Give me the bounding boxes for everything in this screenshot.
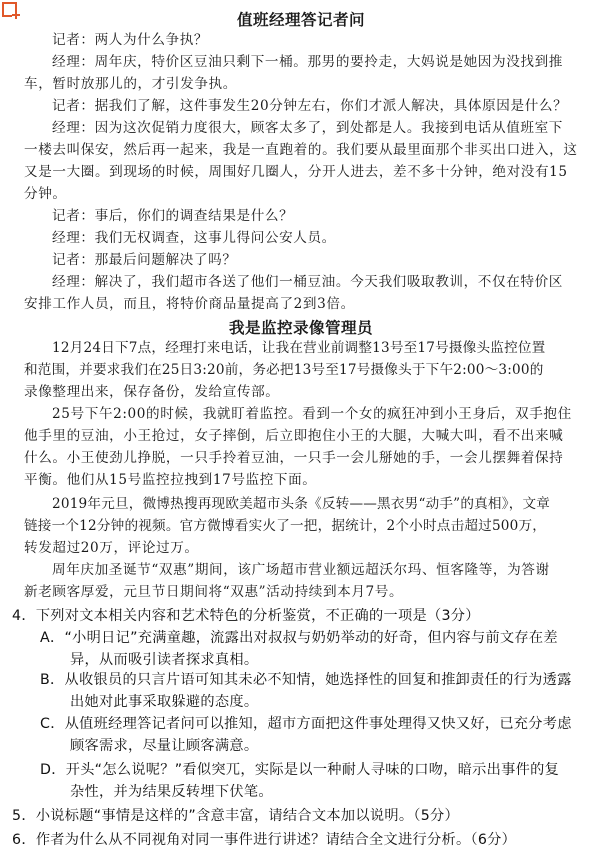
option-b-line: B．从收银员的只言片语可知其未必不知情，她选择性的回复和推卸责任的行为透露 [40, 672, 572, 688]
paragraph-line: 经理：解决了，我们超市各送了他们一桶豆油。今天我们吸取教训，不仅在特价区 [52, 274, 563, 290]
paragraph-line: 一楼去叫保安，然后再一起来，我是一直跑着的。我们要从最里面那个非买出口进入，这 [24, 142, 578, 158]
option-a-line: A．“小明日记”充满童趣，流露出对叔叔与奶奶举动的好奇，但内容与前文存在差 [40, 630, 558, 646]
paragraph-line: 经理：因为这次促销力度很大，顾客太多了，到处都是人。我接到电话从值班室下 [52, 120, 563, 136]
paragraph-line: 记者：两人为什么争执？ [52, 32, 209, 48]
paragraph-line: 周年庆加圣诞节“双惠”期间，该广场超市营业额远超沃尔玛、恒客隆等，为答谢 [52, 562, 550, 578]
paragraph-line: 他手里的豆油，小王抢过，女子摔倒，后立即抱住小王的大腿，大喊大叫，看不出来喊 [24, 428, 564, 444]
option-c-line: 顾客需求，尽量让顾客满意。 [70, 738, 259, 754]
section-title-monitor: 我是监控录像管理员 [228, 318, 373, 337]
option-c-line: C．从值班经理答记者问可以推知，超市方面把这件事处理得又快又好，已充分考虑 [40, 716, 572, 732]
paragraph-line: 又是一大圈。到现场的时候，周围好几圈人，分开人进去，差不多十分钟，绝对没有15 [24, 164, 568, 180]
option-d-line: 杂性，并为结果反转埋下伏笔。 [70, 784, 273, 800]
paragraph-line: 安排工作人员，而且，将特价商品量提高了2到3倍。 [24, 296, 355, 312]
paragraph-line: 2019年元旦，微博热搜再现欧美超市头条《反转——黑衣男“动手”的真相》，文章 [52, 496, 551, 512]
paragraph-line: 转发超过20万，评论过万。 [24, 540, 199, 556]
paragraph-line: 新老顾客厚爱，元旦节日期间将“双惠”活动持续到本月7号。 [24, 584, 404, 600]
paragraph-line: 记者：事后，你们的调查结果是什么？ [52, 208, 294, 224]
paragraph-line: 分钟。 [24, 186, 67, 202]
paragraph-line: 录像整理出来，保存备份，发给宣传部。 [24, 384, 280, 400]
paragraph-line: 和范围，并要求我们在25日3:20前，务必把13号至17号摄像头于下午2:00～3:00的 [24, 362, 544, 378]
paragraph-line: 什么。小王使劲儿挣脱，一只手拎着豆油，一只手一会儿掰她的手，一会儿摆舞着保持 [24, 450, 564, 466]
paragraph-line: 记者：据我们了解，这件事发生20分钟左右，你们才派人解决，具体原因是什么？ [52, 98, 568, 114]
question-4: 4．下列对文本相关内容和艺术特色的分析鉴赏，不正确的一项是（3分） [12, 608, 480, 624]
paragraph-line: 平衡。他们从15号监控拉拽到17号监控下面。 [24, 472, 317, 488]
paragraph-line: 25号下午2:00的时候，我就盯着监控。看到一个女的疯狂冲到小王身后，双手抱住 [52, 406, 572, 422]
option-b-line: 出她对此事采取躲避的态度。 [70, 694, 259, 710]
question-5: 5．小说标题“事情是这样的”含意丰富，请结合文本加以说明。（5分） [12, 808, 459, 824]
paragraph-line: 12月24日下7点，经理打来电话，让我在营业前调整13号至17号摄像头监控位置 [52, 340, 546, 356]
option-d-line: D．开头“怎么说呢？”看似突兀，实际是以一种耐人寻味的口吻，暗示出事件的复 [40, 762, 560, 778]
paragraph-line: 链接一个12分钟的视频。官方微博看实火了一把，据统计，2个小时点击超过500万， [24, 518, 547, 534]
option-a-line: 异，从而吸引读者探求真相。 [70, 652, 259, 668]
paragraph-line: 车，暂时放那儿的，才引发争执。 [24, 76, 237, 92]
paragraph-line: 经理：周年庆，特价区豆油只剩下一桶。那男的要拎走，大妈说是她因为没找到推 [52, 54, 563, 70]
question-6: 6．作者为什么从不同视角对同一事件进行讲述？请结合全文进行分析。（6分） [12, 832, 517, 848]
section-title-interview: 值班经理答记者问 [236, 10, 365, 29]
paragraph-line: 经理：我们无权调查，这事儿得问公安人员。 [52, 230, 336, 246]
paragraph-line: 记者：那最后问题解决了吗？ [52, 252, 237, 268]
